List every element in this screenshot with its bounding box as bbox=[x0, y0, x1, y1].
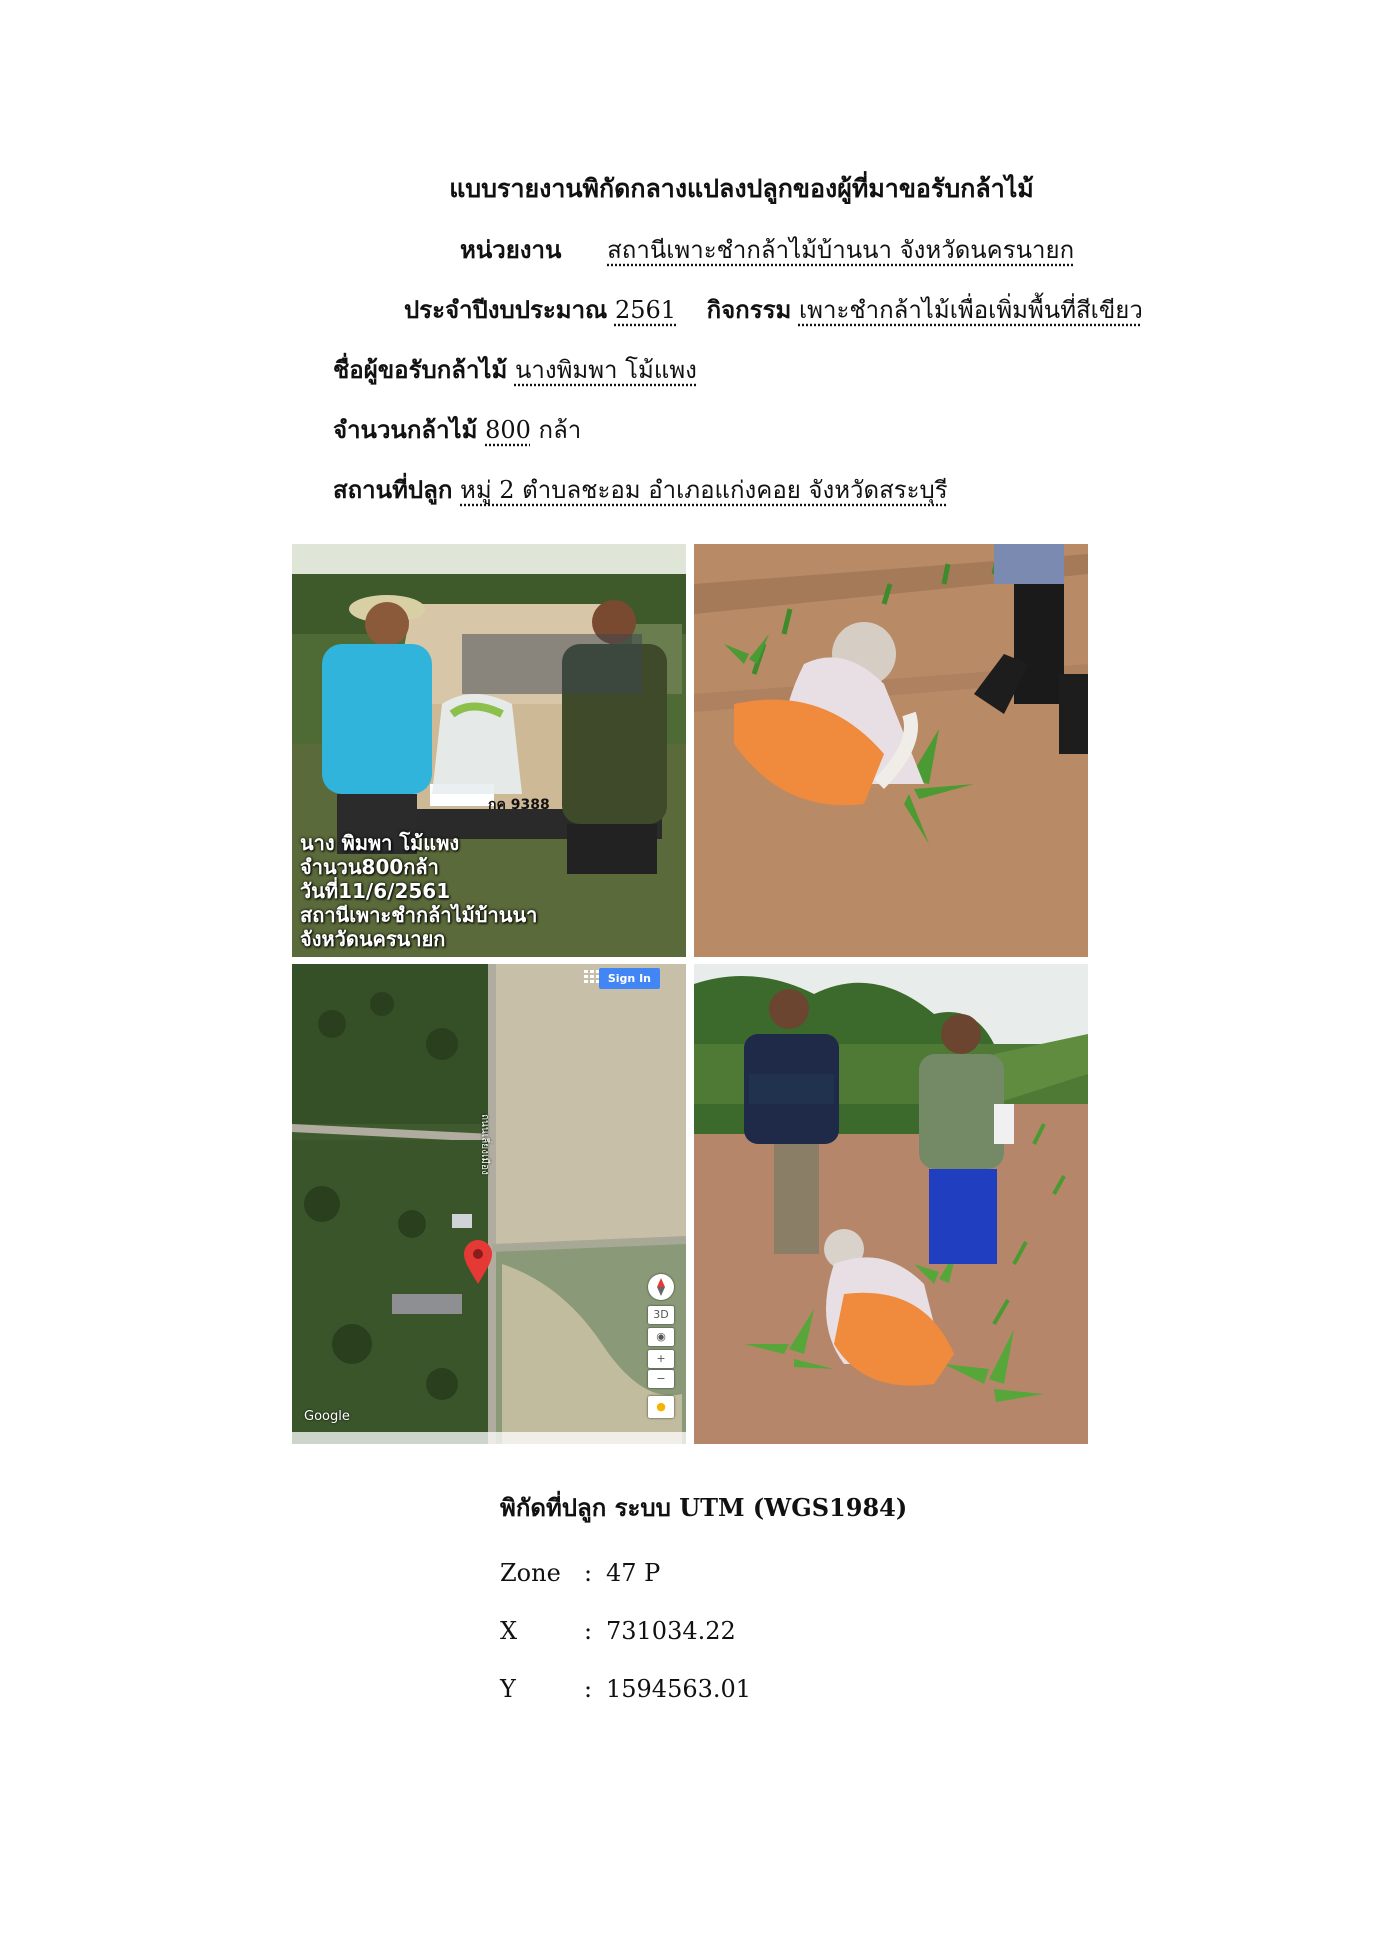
report-title: แบบรายงานพิกัดกลางแปลงปลูกของผู้ที่มาขอรับกล้าไม้ bbox=[449, 174, 1034, 203]
coordinate-value: 731034.22 bbox=[606, 1617, 736, 1645]
google-logo: Google bbox=[304, 1409, 350, 1424]
recipient-label: ชื่อผู้ขอรับกล้าไม้ bbox=[333, 355, 508, 384]
coordinate-key: X bbox=[500, 1617, 518, 1645]
caption-line: วันที่11/6/2561 bbox=[300, 879, 451, 903]
coordinate-value: 47 P bbox=[606, 1559, 661, 1587]
quantity-label: จำนวนกล้าไม้ bbox=[333, 415, 478, 444]
license-plate: กค 9388 bbox=[488, 797, 550, 813]
location-line bbox=[333, 475, 948, 504]
recipient-line bbox=[333, 355, 697, 384]
coordinate-colon: : bbox=[584, 1617, 593, 1645]
photo-planting-image bbox=[694, 544, 1088, 957]
coordinate-row-x bbox=[500, 1617, 907, 1675]
coordinate-row-zone bbox=[500, 1559, 907, 1617]
unit-label: หน่วยงาน bbox=[460, 235, 562, 264]
road-label: ถนนเลี่ยงเมือง bbox=[479, 1114, 490, 1175]
coordinate-row-y bbox=[500, 1675, 907, 1733]
zoom-out-button[interactable]: − bbox=[648, 1370, 674, 1388]
apps-grid-icon[interactable] bbox=[584, 970, 600, 984]
coordinate-colon: : bbox=[584, 1559, 593, 1587]
unit-value: สถานีเพาะชำกล้าไม้บ้านนา จังหวัดนครนายก bbox=[607, 236, 1075, 264]
caption-line: สถานีเพาะชำกล้าไม้บ้านนา bbox=[300, 903, 538, 927]
quantity-value: 800 bbox=[485, 416, 531, 444]
activity-value: เพาะชำกล้าไม้เพื่อเพิ่มพื้นที่สีเขียว bbox=[798, 296, 1143, 324]
fiscal-year-value: 2561 bbox=[614, 296, 677, 324]
location-value: หมู่ 2 ตำบลชะอม อำเภอแก่งคอย จังหวัดสระบุรี bbox=[460, 476, 948, 504]
pegman-icon[interactable]: ● bbox=[648, 1396, 674, 1418]
photo-planting bbox=[694, 544, 1088, 957]
activity-label: กิจกรรม bbox=[706, 295, 792, 324]
caption-line: นาง พิมพา โม้แพง bbox=[300, 831, 460, 855]
quantity-line bbox=[333, 415, 582, 444]
caption-line: จำนวน800กล้า bbox=[300, 855, 439, 879]
fiscal-year-label: ประจำปีงบประมาณ bbox=[404, 295, 608, 324]
coordinates-heading: พิกัดที่ปลูก ระบบ UTM (WGS1984) bbox=[500, 1493, 908, 1522]
map-satellite[interactable] bbox=[292, 964, 686, 1444]
recipient-value: นางพิมพา โม้แพง bbox=[514, 356, 697, 384]
photo-handover bbox=[292, 544, 686, 957]
coordinate-value: 1594563.01 bbox=[606, 1675, 752, 1703]
coordinate-key: Zone bbox=[500, 1559, 561, 1587]
sign-in-button[interactable]: Sign In bbox=[599, 968, 660, 989]
photo-grid bbox=[292, 544, 1088, 1444]
map-attribution-bar bbox=[292, 1432, 686, 1444]
photo-group-image bbox=[694, 964, 1088, 1444]
coordinate-key: Y bbox=[500, 1675, 516, 1703]
compass-icon[interactable] bbox=[648, 1274, 674, 1300]
fiscal-activity-line bbox=[404, 295, 1143, 324]
caption-line: จังหวัดนครนายก bbox=[300, 927, 446, 951]
location-label: สถานที่ปลูก bbox=[333, 475, 453, 504]
unit-line bbox=[460, 235, 1075, 264]
map-satellite-image bbox=[292, 964, 686, 1444]
toggle-3d-button[interactable]: 3D bbox=[648, 1306, 674, 1324]
photo-group bbox=[694, 964, 1088, 1444]
zoom-in-button[interactable]: + bbox=[648, 1350, 674, 1368]
locate-me-icon[interactable]: ◉ bbox=[648, 1328, 674, 1346]
coordinates-block bbox=[500, 1488, 907, 1733]
handover-caption bbox=[300, 831, 537, 951]
coordinate-colon: : bbox=[584, 1675, 593, 1703]
quantity-unit: กล้า bbox=[538, 416, 582, 444]
